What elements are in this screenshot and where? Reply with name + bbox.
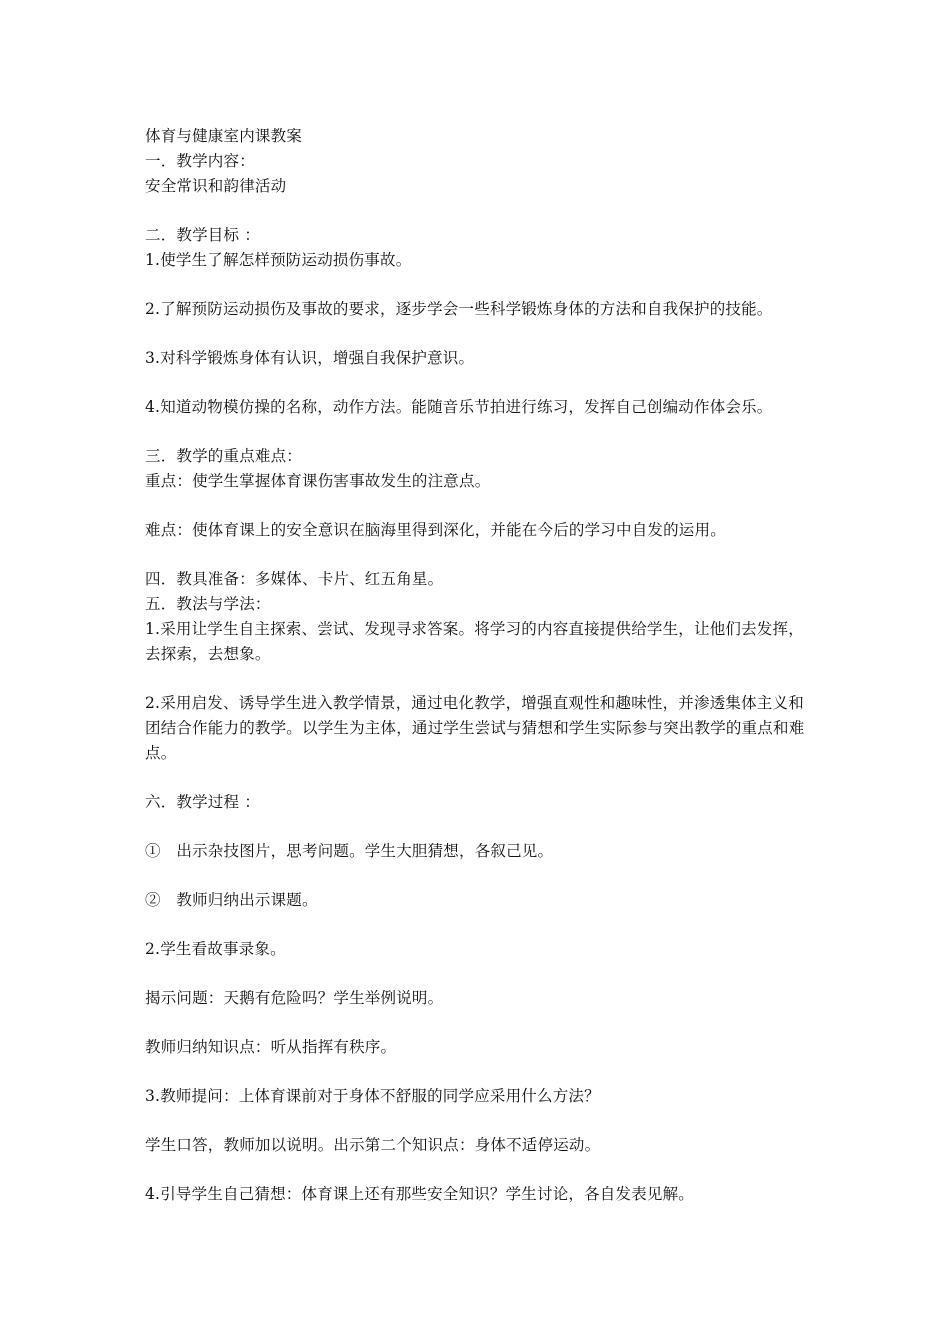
section-2-item-1: 1.使学生了解怎样预防运动损伤事故。 — [145, 251, 412, 269]
process-paragraph: ① 出示杂技图片，思考问题。学生大胆猜想，各叙己见。 — [145, 842, 554, 860]
process-paragraph: 4.引导学生自己猜想：体育课上还有那些安全知识？学生讨论，各自发表见解。 — [145, 1185, 694, 1203]
section-5-heading: 五．教法与学法： — [145, 595, 271, 613]
section-1-body: 安全常识和韵律活动 — [145, 177, 287, 195]
section-2-item-2: 2.了解预防运动损伤及事故的要求，逐步学会一些科学锻炼身体的方法和自我保护的技能。 — [145, 300, 773, 318]
process-paragraph: ② 教师归纳出示课题。 — [145, 891, 318, 909]
section-1-heading: 一．教学内容： — [145, 152, 255, 170]
section-3-heading: 三．教学的重点难点： — [145, 447, 303, 465]
section-5-item-1: 1.采用让学生自主探索、尝试、发现寻求答案。将学习的内容直接提供给学生，让他们去发挥，去探索，去想象。 — [145, 620, 804, 663]
document-title: 体育与健康室内课教案 — [145, 127, 303, 145]
section-2-heading: 二．教学目标 ： — [145, 226, 261, 244]
section-3-key-point: 重点：使学生掌握体育课伤害事故发生的注意点。 — [145, 472, 491, 490]
section-5-item-2: 2.采用启发、诱导学生进入教学情景，通过电化教学，增强直观性和趣味性，并渗透集体主义和团结合作能力的教学。以学生为主体，通过学生尝试与猜想和学生实际参与突出教学的重点和难点。 — [145, 694, 805, 762]
process-paragraph: 2.学生看故事录象。 — [145, 940, 286, 958]
process-paragraph: 3.教师提问：上体育课前对于身体不舒服的同学应采用什么方法？ — [145, 1087, 600, 1105]
section-6-heading: 六．教学过程 ： — [145, 793, 261, 811]
section-2-item-4: 4.知道动物模仿操的名称，动作方法。能随音乐节拍进行练习，发挥自己创编动作体会乐。 — [145, 398, 773, 416]
section-2-item-3: 3.对科学锻炼身体有认识，增强自我保护意识。 — [145, 349, 475, 367]
section-3-difficult-point: 难点：使体育课上的安全意识在脑海里得到深化，并能在今后的学习中自发的运用。 — [145, 521, 726, 539]
process-paragraph: 学生口答，教师加以说明。出示第二个知识点：身体不适停运动。 — [145, 1136, 601, 1154]
section-4-line: 四．教具准备：多媒体、卡片、红五角星。 — [145, 570, 444, 588]
process-paragraph: 教师归纳知识点：听从指挥有秩序。 — [145, 1038, 397, 1056]
document-body — [145, 124, 815, 1207]
process-paragraph: 揭示问题：天鹅有危险吗？学生举例说明。 — [145, 989, 444, 1007]
